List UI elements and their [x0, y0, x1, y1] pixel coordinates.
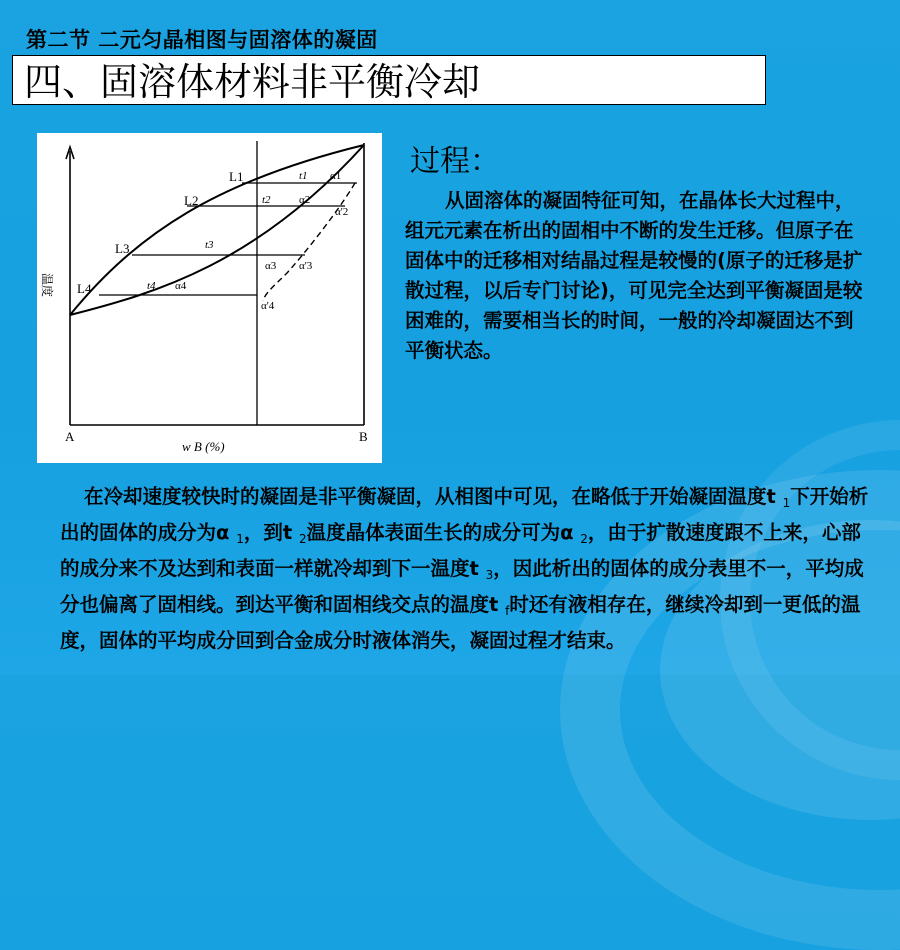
- phase-diagram: [37, 133, 382, 463]
- label-a4: α4: [175, 280, 187, 292]
- body-text: 在冷却速度较快时的凝固是非平衡凝固，从相图中可见，在略低于开始凝固温度t: [84, 485, 783, 508]
- y-axis-label: 温度: [40, 273, 54, 298]
- subscript: 3: [485, 568, 494, 582]
- label-a2: α2: [299, 194, 311, 206]
- label-L2: L2: [184, 193, 199, 208]
- label-B: B: [359, 429, 368, 444]
- label-a3: α3: [265, 260, 277, 272]
- body-text: ，因此析出的固体的成分表里不一，平均成分也偏离了固相线。到达平衡和固相线交点的温度t: [60, 557, 864, 616]
- label-L4: L4: [77, 281, 92, 296]
- subscript: 1: [782, 496, 791, 510]
- label-a4p: α'4: [261, 300, 275, 312]
- liquidus-curve: [70, 145, 364, 315]
- phase-diagram-svg: [37, 133, 382, 463]
- label-A: A: [65, 429, 75, 444]
- label-t3: t3: [205, 239, 214, 251]
- section-heading: 第二节 二元匀晶相图与固溶体的凝固: [26, 28, 378, 52]
- label-a1: α1: [330, 170, 342, 182]
- subscript: f: [505, 604, 510, 618]
- label-L3: L3: [115, 241, 130, 256]
- body-paragraph: [60, 482, 870, 656]
- subscript: 2: [580, 532, 588, 546]
- slide-title: 四、固溶体材料非平衡冷却: [24, 60, 481, 104]
- body-text: ，由于扩散速度跟不上来，心部的成分来不及达到和表面一样就冷却到下一温度t: [60, 521, 861, 580]
- label-t1: t1: [299, 170, 308, 182]
- body-text: ，到t: [243, 521, 299, 544]
- body-text: 温度晶体表面生长的成分可为α: [306, 521, 581, 544]
- label-a3p: α'3: [299, 260, 313, 272]
- process-label: 过程：: [410, 144, 500, 179]
- process-text: 从固溶体的凝固特征可知，在晶体长大过程中，组元元素在析出的固相中不断的发生迁移。但原子在固体中的迁移相对结晶过程是较慢的(原子的迁移是扩散过程，以后专门讨论)，可见完全达到平衡凝固是较困难的，需要相当长的时间，一般的冷却凝固达不到平衡状态。: [405, 189, 863, 362]
- x-axis-label: w B (%): [182, 439, 225, 454]
- label-a2p: α'2: [335, 206, 349, 218]
- process-paragraph: [405, 186, 865, 366]
- label-t2: t2: [262, 194, 271, 206]
- solidus-curve: [70, 145, 364, 315]
- body-text: 时还有液相存在，继续冷却到一更低的温度，固体的平均成分回到合金成分时液体消失，凝固过程才结束。: [60, 593, 861, 652]
- subscript: 2: [298, 532, 307, 546]
- subscript: 1: [236, 532, 244, 546]
- body-text: 下开始析出的固体的成分为α: [60, 485, 869, 544]
- label-L1: L1: [229, 169, 244, 184]
- label-t4: t4: [147, 280, 156, 292]
